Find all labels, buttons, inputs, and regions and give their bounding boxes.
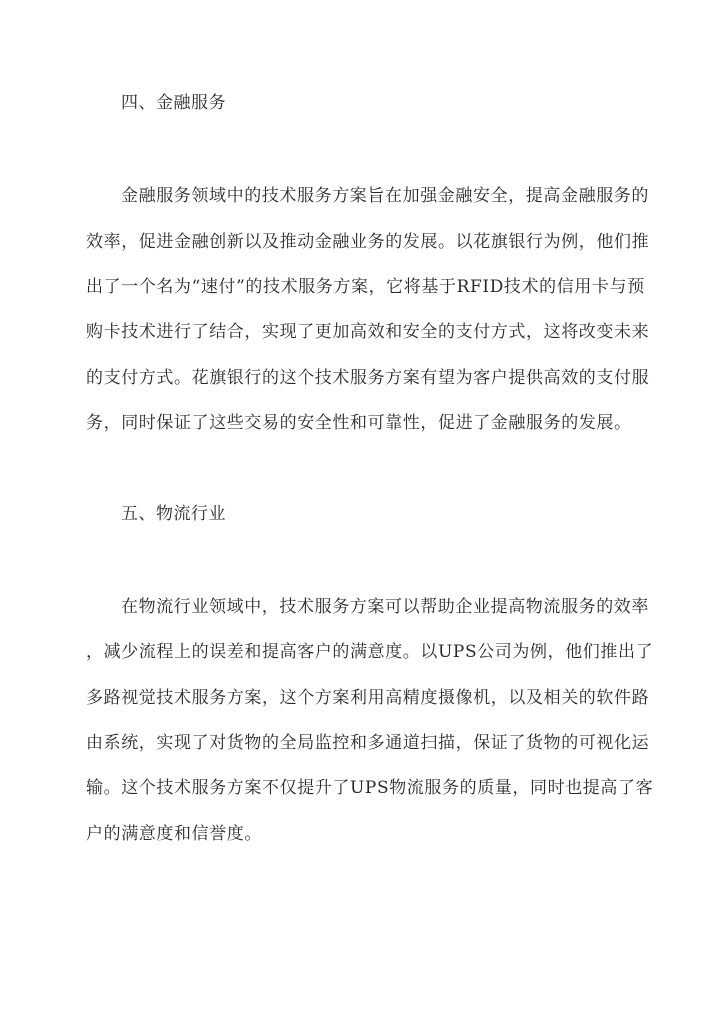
paragraph-line: 在物流行业领域中，技术服务方案可以帮助企业提高物流服务的效率	[121, 597, 649, 617]
section-heading: 四、金融服务	[121, 93, 226, 113]
paragraph-line: 购卡技术进行了结合，实现了更加高效和安全的支付方式，这将改变未来	[86, 322, 650, 342]
paragraph-line: 的支付方式。花旗银行的这个技术服务方案有望为客户提供高效的支付服	[86, 368, 650, 388]
paragraph-line: 出了一个名为“速付”的技术服务方案，它将基于RFID技术的信用卡与预	[86, 277, 645, 297]
paragraph-line: 户的满意度和信誉度。	[86, 824, 262, 844]
section-heading: 五、物流行业	[121, 504, 226, 524]
paragraph-line: 效率，促进金融创新以及推动金融业务的发展。以花旗银行为例，他们推	[86, 232, 650, 252]
paragraph-line: 由系统，实现了对货物的全局监控和多通道扫描，保证了货物的可视化运	[86, 733, 650, 753]
paragraph-line: 金融服务领域中的技术服务方案旨在加强金融安全，提高金融服务的	[121, 186, 649, 206]
paragraph-line: ，减少流程上的误差和提高客户的满意度。以UPS公司为例，他们推出了	[86, 642, 654, 662]
paragraph-line: 多路视觉技术服务方案，这个方案利用高精度摄像机，以及相关的软件路	[86, 688, 650, 708]
paragraph-line: 输。这个技术服务方案不仅提升了UPS物流服务的质量，同时也提高了客	[86, 778, 654, 798]
paragraph-line: 务，同时保证了这些交易的安全性和可靠性，促进了金融服务的发展。	[86, 413, 632, 433]
